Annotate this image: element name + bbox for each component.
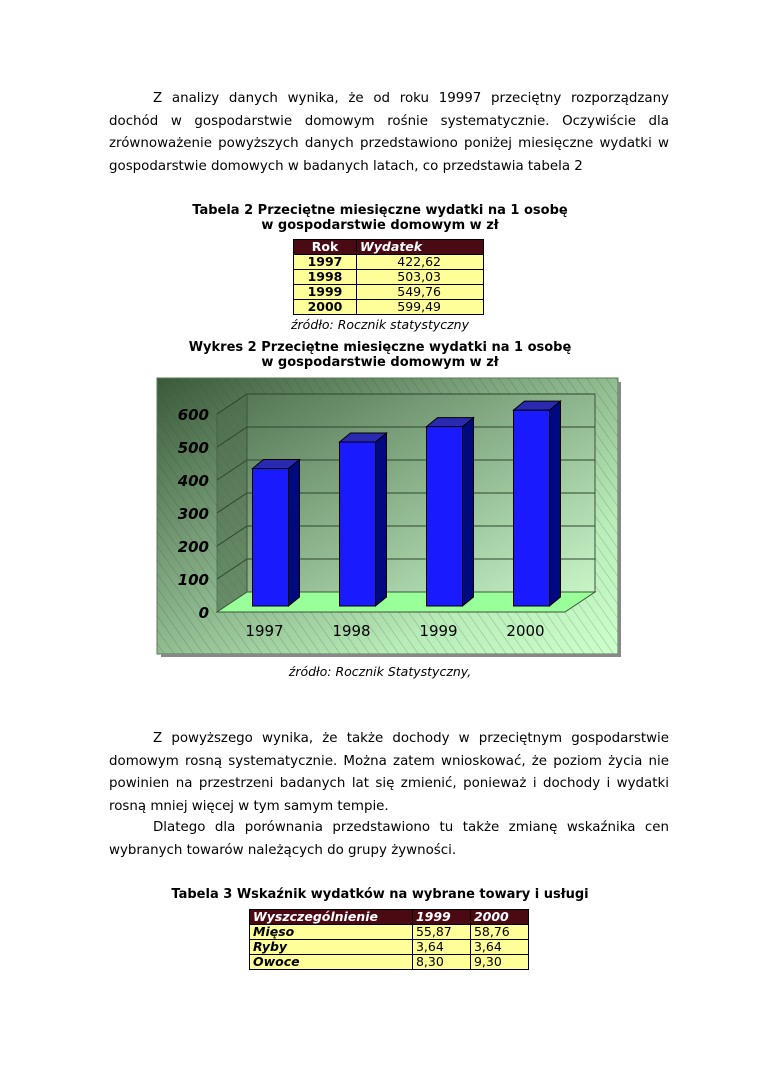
- bar-side: [376, 433, 387, 606]
- paragraph-2: [109, 728, 669, 818]
- bar-side: [463, 418, 474, 606]
- table2-value: 599,49: [357, 300, 484, 315]
- table2-caption-line1: Tabela 2 Przeciętne miesięczne wydatki na 1 osobę: [192, 203, 568, 218]
- table3-caption: Tabela 3 Wskaźnik wydatków na wybrane towary i usługi: [171, 887, 589, 902]
- table-row: [294, 300, 484, 315]
- table2-year: 2000: [294, 300, 357, 315]
- y-tick-label: 400: [177, 472, 209, 490]
- bar-side: [550, 401, 561, 606]
- table2-value: 503,03: [357, 270, 484, 285]
- table3: [249, 909, 529, 970]
- table-row: [250, 955, 529, 970]
- bar: [427, 427, 463, 606]
- table3-value-1999: 55,87: [412, 925, 470, 940]
- chart-shadow-bottom: [161, 654, 621, 657]
- table3-header-item: Wyszczególnienie: [250, 910, 413, 925]
- paragraph-2-text: Z powyższego wynika, że także dochody w przeciętnym gospodarstwie domowym rosną systematycznie. Można zatem wnioskować, że poziom życia nie powinien na przestrzeni badanych lat się zmienić, ponieważ i dochody i wydatki rosną mniej więcej w tym samym tempie.: [109, 731, 669, 814]
- table3-item: Ryby: [250, 940, 413, 955]
- table2-value: 549,76: [357, 285, 484, 300]
- x-tick-label: 2000: [506, 622, 545, 640]
- bar: [340, 442, 376, 606]
- y-tick-label: 100: [177, 571, 209, 589]
- table3-header-2000: 2000: [470, 910, 528, 925]
- table3-item: Mięso: [250, 925, 413, 940]
- table-row: [294, 270, 484, 285]
- bar-side: [289, 460, 300, 606]
- table3-value-2000: 9,30: [470, 955, 528, 970]
- table2-year: 1999: [294, 285, 357, 300]
- table3-value-2000: 58,76: [470, 925, 528, 940]
- chart-source: źródło: Rocznik Statystyczny,: [288, 664, 472, 679]
- table-row: [250, 940, 529, 955]
- table3-value-1999: 8,30: [412, 955, 470, 970]
- table2-header-row: [294, 240, 484, 255]
- table2: [293, 239, 484, 315]
- table2-header-wydatek: Wydatek: [357, 240, 484, 255]
- y-tick-label: 300: [177, 505, 209, 523]
- y-tick-label: 200: [177, 538, 209, 556]
- expenses-bar-chart: [155, 376, 621, 658]
- table3-value-1999: 3,64: [412, 940, 470, 955]
- y-tick-label: 0: [198, 604, 209, 622]
- table-row: [294, 255, 484, 270]
- table2-caption-line2: w gospodarstwie domowym w zł: [261, 218, 499, 233]
- table2-year: 1998: [294, 270, 357, 285]
- chart-title-line1: Wykres 2 Przeciętne miesięczne wydatki na 1 osobę: [188, 340, 572, 355]
- intro-paragraph: [109, 88, 669, 178]
- bar: [253, 469, 289, 606]
- intro-text: Z analizy danych wynika, że od roku 19997 przeciętny rozporządzany dochód w gospodarstwie domowym rośnie systematycznie. Oczywiście dla zrównoważenie powyższych danych przedstawiono poniżej miesięczne wydatki w gospodarstwie domowych w badanych latach, co przedstawia tabela 2: [109, 91, 669, 174]
- x-tick-label: 1999: [419, 622, 458, 640]
- y-tick-label: 600: [177, 406, 209, 424]
- y-tick-label: 500: [177, 439, 209, 457]
- table3-item: Owoce: [250, 955, 413, 970]
- table2-source: źródło: Rocznik statystyczny: [290, 317, 469, 332]
- chart-title-line2: w gospodarstwie domowym w zł: [261, 355, 499, 370]
- table3-header-1999: 1999: [412, 910, 470, 925]
- table3-value-2000: 3,64: [470, 940, 528, 955]
- table2-header-rok: Rok: [294, 240, 357, 255]
- table2-value: 422,62: [357, 255, 484, 270]
- paragraph-3-text: Dlatego dla porównania przedstawiono tu także zmianę wskaźnika cen wybranych towarów należących do grupy żywności.: [109, 820, 669, 858]
- bar: [514, 410, 550, 606]
- chart-shadow-right: [618, 382, 621, 657]
- x-tick-label: 1997: [245, 622, 284, 640]
- paragraph-3: [109, 817, 669, 862]
- table3-header-row: [250, 910, 529, 925]
- x-tick-label: 1998: [332, 622, 371, 640]
- table2-year: 1997: [294, 255, 357, 270]
- table-row: [294, 285, 484, 300]
- table-row: [250, 925, 529, 940]
